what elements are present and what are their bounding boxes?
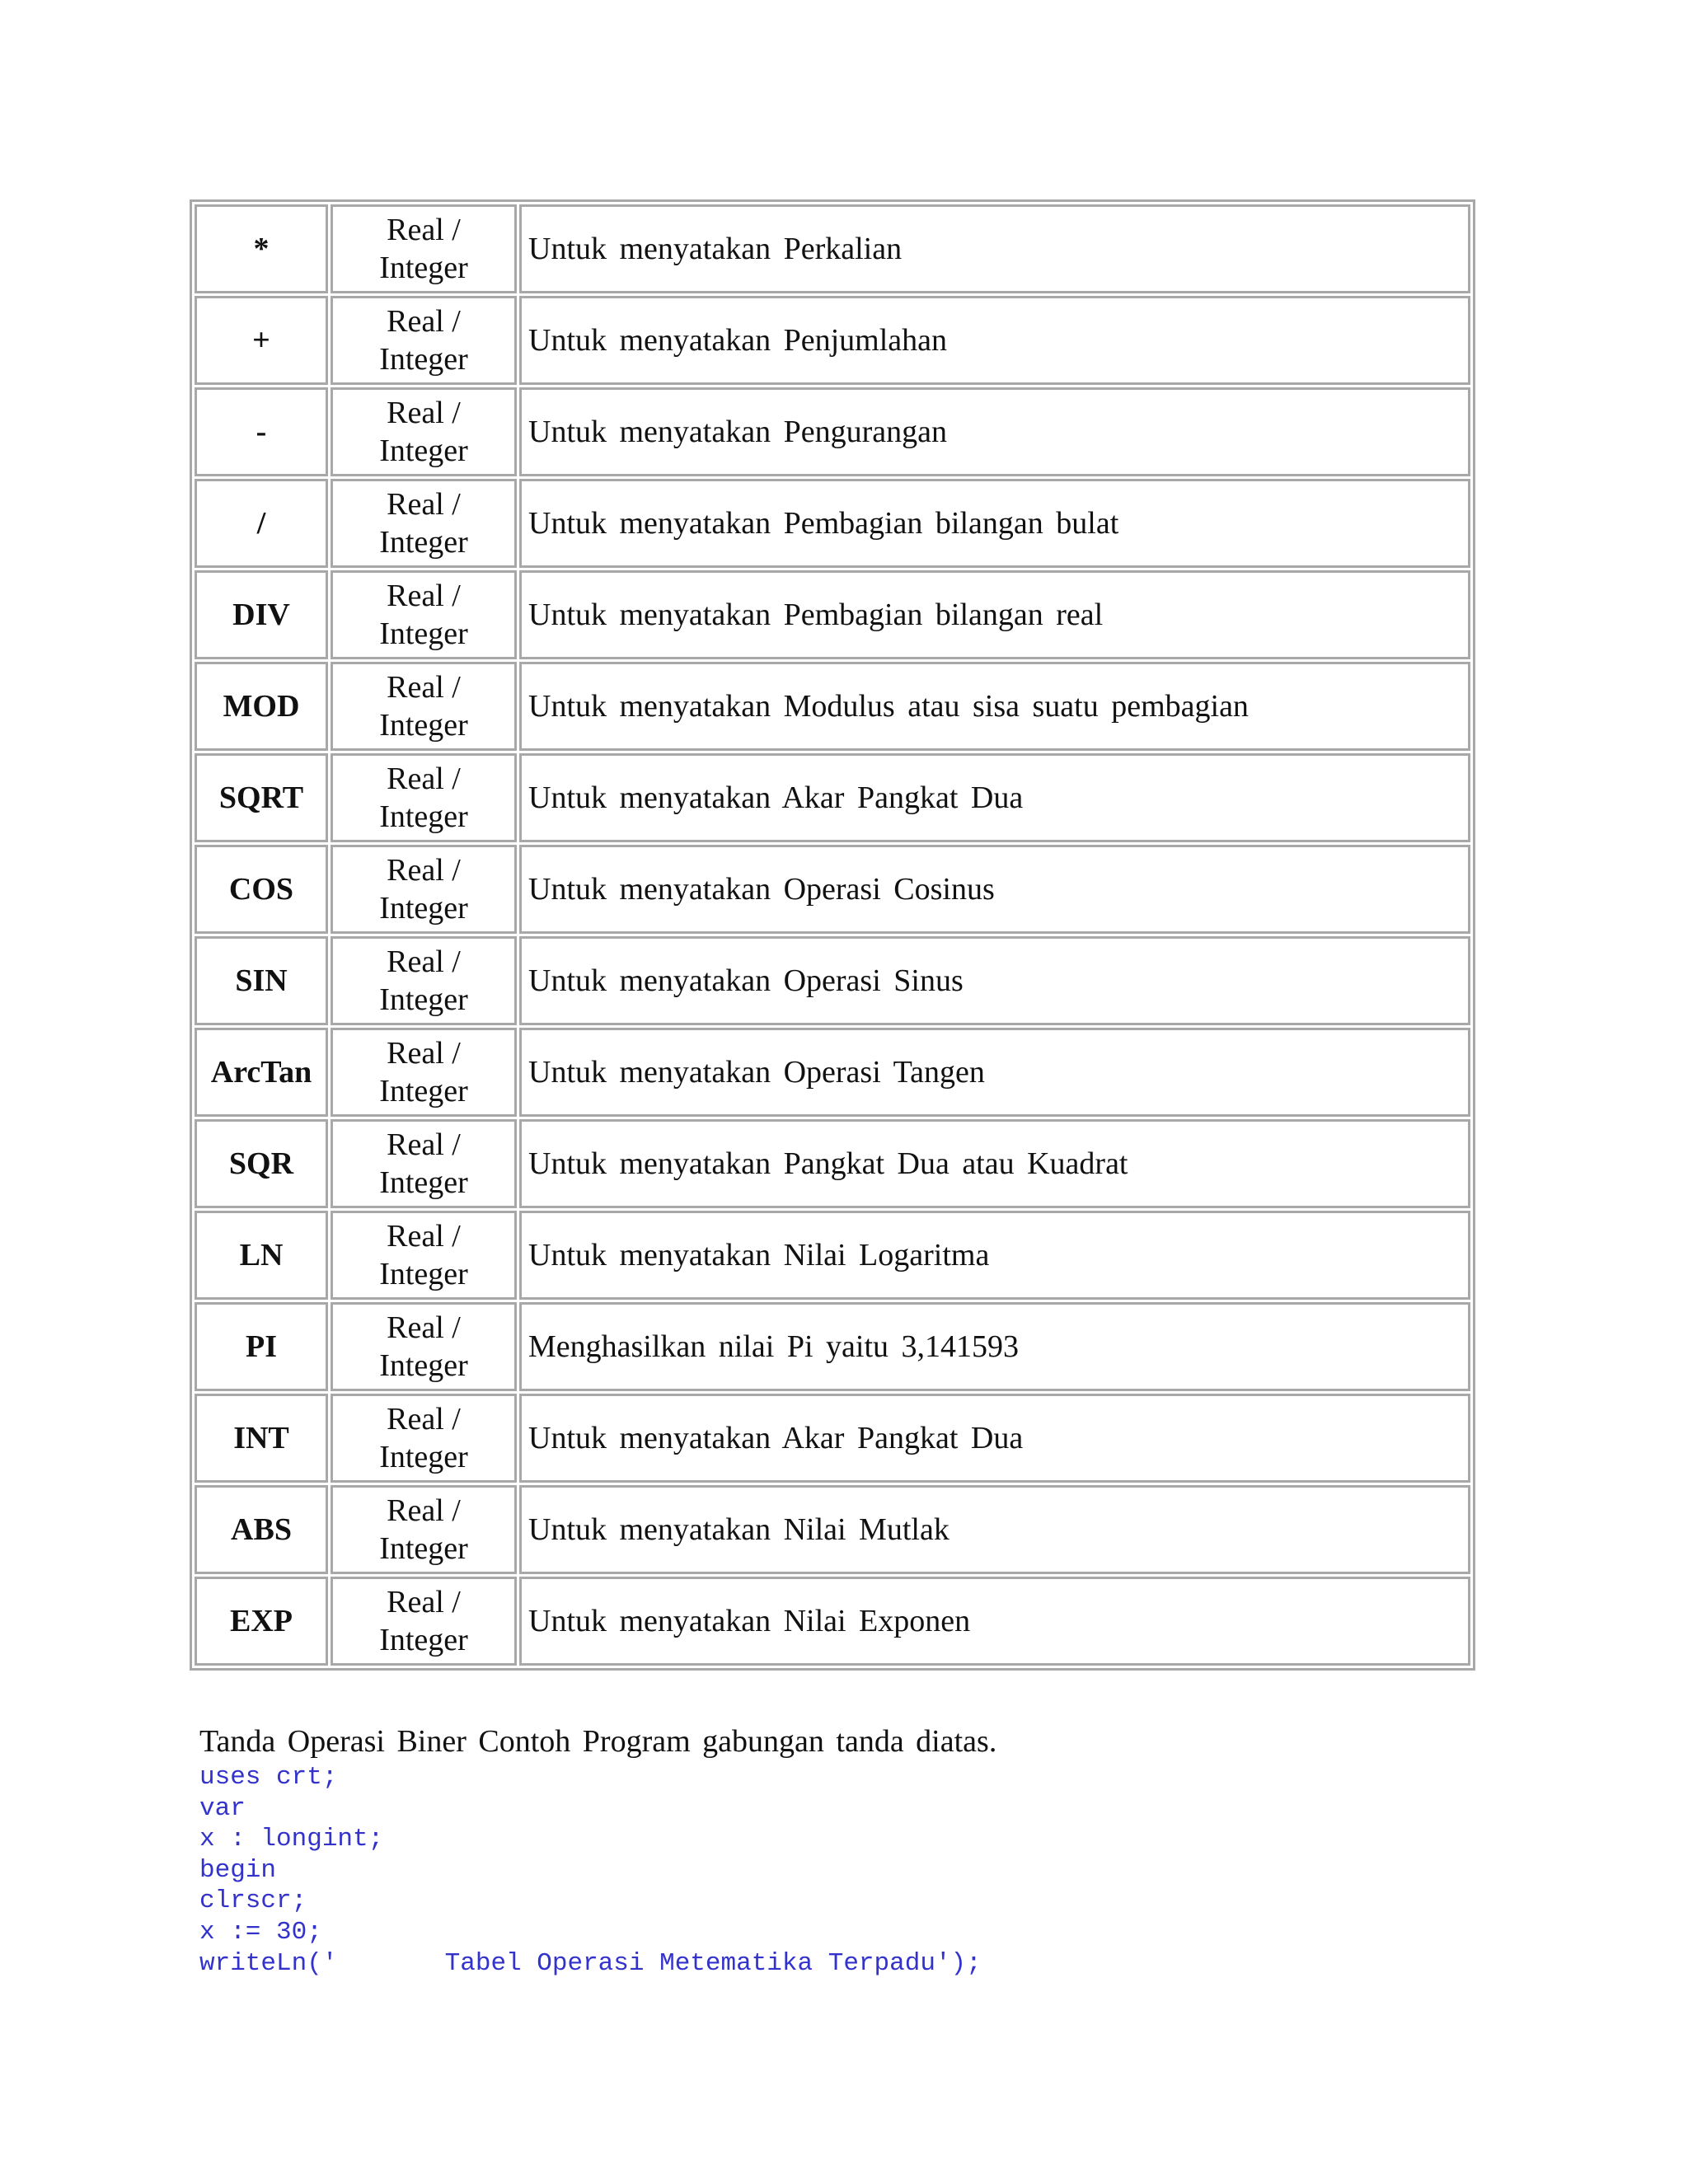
operator-cell: + [195,296,328,385]
table-row [195,1577,1470,1666]
caption-text: Tanda Operasi Biner Contoh Program gabungan tanda diatas. [199,1724,997,1759]
type-line-1: Real / [387,396,461,430]
code-line: x : longint; [199,1825,384,1854]
table-row [195,1211,1470,1300]
operator-cell: PI [195,1302,328,1391]
type-line-2: Integer [379,708,468,743]
table-row [195,662,1470,751]
description-cell: Untuk menyatakan Operasi Cosinus [519,845,1470,934]
type-cell [331,387,517,476]
description-cell: Untuk menyatakan Operasi Sinus [519,936,1470,1025]
operator-cell: EXP [195,1577,328,1666]
table-row [195,753,1470,842]
type-cell [331,1485,517,1574]
operator-cell: SQR [195,1119,328,1208]
type-line-1: Real / [387,487,461,522]
type-line-2: Integer [379,1440,468,1474]
description-cell: Untuk menyatakan Akar Pangkat Dua [519,1394,1470,1483]
type-line-2: Integer [379,1257,468,1291]
type-cell [331,570,517,659]
type-line-1: Real / [387,762,461,796]
type-line-1: Real / [387,1402,461,1436]
type-line-2: Integer [379,891,468,926]
description-cell: Untuk menyatakan Nilai Exponen [519,1577,1470,1666]
code-line: var [199,1793,246,1823]
type-line-1: Real / [387,1127,461,1162]
type-line-2: Integer [379,251,468,285]
type-line-2: Integer [379,799,468,834]
code-line: clrscr; [199,1886,307,1916]
type-line-1: Real / [387,304,461,339]
code-line: writeLn(' Tabel Operasi Metematika Terpadu'); [199,1948,982,1978]
operator-cell: ArcTan [195,1028,328,1117]
type-line-1: Real / [387,1036,461,1071]
type-line-2: Integer [379,342,468,377]
table-row [195,936,1470,1025]
type-line-1: Real / [387,1493,461,1528]
operator-cell: DIV [195,570,328,659]
type-line-2: Integer [379,1165,468,1200]
operator-table [190,199,1475,1671]
table-row [195,296,1470,385]
table-row [195,387,1470,476]
table-row [195,479,1470,568]
description-cell: Untuk menyatakan Operasi Tangen [519,1028,1470,1117]
table-row [195,1028,1470,1117]
table-row [195,1394,1470,1483]
description-cell: Untuk menyatakan Pembagian bilangan bulat [519,479,1470,568]
type-line-1: Real / [387,1585,461,1619]
type-line-1: Real / [387,944,461,979]
code-line: x := 30; [199,1917,322,1947]
operator-cell: * [195,204,328,293]
type-line-1: Real / [387,1219,461,1254]
type-cell [331,296,517,385]
type-line-1: Real / [387,1310,461,1345]
description-cell: Untuk menyatakan Perkalian [519,204,1470,293]
operator-cell: SIN [195,936,328,1025]
type-cell [331,753,517,842]
type-cell [331,204,517,293]
type-cell [331,1394,517,1483]
table-row [195,845,1470,934]
type-line-2: Integer [379,1074,468,1108]
type-cell [331,1302,517,1391]
operator-cell: / [195,479,328,568]
description-cell: Untuk menyatakan Pembagian bilangan real [519,570,1470,659]
table-row [195,1119,1470,1208]
type-cell [331,936,517,1025]
type-cell [331,479,517,568]
code-block [199,1762,982,1979]
type-line-1: Real / [387,670,461,705]
description-cell: Untuk menyatakan Penjumlahan [519,296,1470,385]
type-line-2: Integer [379,1348,468,1383]
description-cell: Untuk menyatakan Modulus atau sisa suatu pembagian [519,662,1470,751]
type-cell [331,1028,517,1117]
type-cell [331,1211,517,1300]
type-line-2: Integer [379,1531,468,1566]
operator-cell: SQRT [195,753,328,842]
description-cell: Menghasilkan nilai Pi yaitu 3,141593 [519,1302,1470,1391]
type-line-2: Integer [379,1623,468,1657]
description-cell: Untuk menyatakan Pengurangan [519,387,1470,476]
code-line: uses crt; [199,1763,338,1792]
description-cell: Untuk menyatakan Nilai Logaritma [519,1211,1470,1300]
operator-cell: COS [195,845,328,934]
type-line-1: Real / [387,579,461,613]
table-row [195,204,1470,293]
type-cell [331,662,517,751]
type-line-2: Integer [379,616,468,651]
operator-cell: INT [195,1394,328,1483]
type-line-1: Real / [387,213,461,247]
table-row [195,1485,1470,1574]
type-line-2: Integer [379,982,468,1017]
table-row [195,570,1470,659]
type-line-2: Integer [379,434,468,468]
description-cell: Untuk menyatakan Nilai Mutlak [519,1485,1470,1574]
operator-cell: LN [195,1211,328,1300]
table-row [195,1302,1470,1391]
operator-cell: MOD [195,662,328,751]
type-line-1: Real / [387,853,461,888]
operator-cell: - [195,387,328,476]
operator-table-body [195,204,1470,1666]
type-cell [331,845,517,934]
code-line: begin [199,1855,277,1885]
description-cell: Untuk menyatakan Pangkat Dua atau Kuadrat [519,1119,1470,1208]
type-line-2: Integer [379,525,468,560]
description-cell: Untuk menyatakan Akar Pangkat Dua [519,753,1470,842]
type-cell [331,1577,517,1666]
operator-cell: ABS [195,1485,328,1574]
type-cell [331,1119,517,1208]
